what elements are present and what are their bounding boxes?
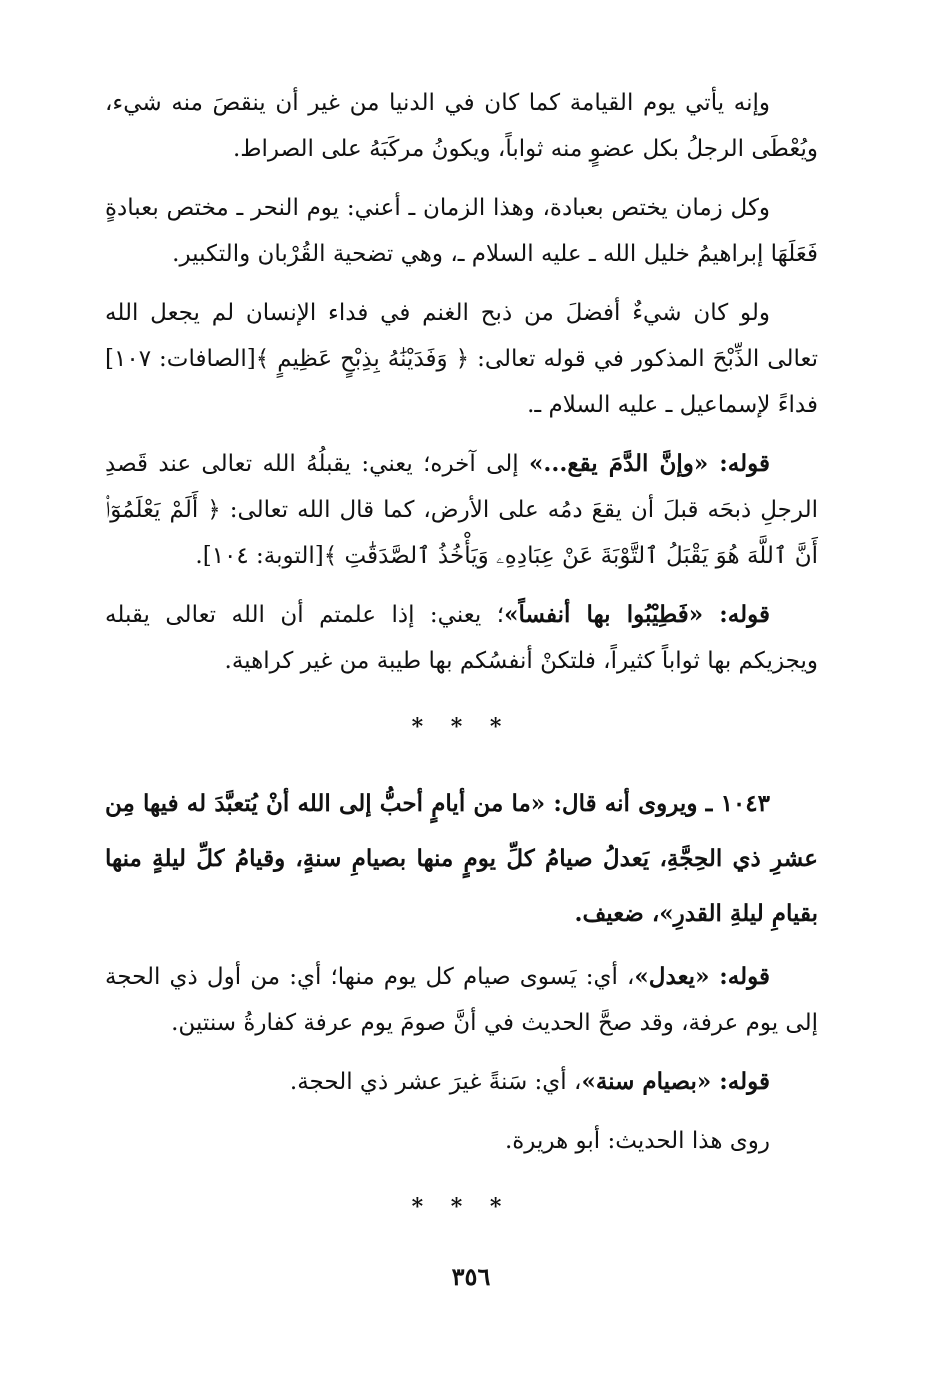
hadith-paragraph	[105, 776, 818, 941]
paragraph-2-text: وكل زمان يختص بعبادة، وهذا الزمان ـ أعني: يوم النحر ـ مختص بعبادةٍ فَعَلَهَا إبراهيمُ خليل الله ـ عليه السلام ـ، وهي تضحية القُرْبان والتكبير.	[105, 195, 818, 267]
book-page	[105, 80, 818, 1320]
paragraph-6-text: ، أي: يَسوى صيام كل يوم منها؛ أي: من أول ذي الحجة إلى يوم عرفة، وقد صحَّ الحديث في أنَّ صومَ يوم عرفة كفارةُ سنتين.	[105, 964, 818, 1036]
paragraph-3	[105, 290, 818, 428]
page-number: ٣٥٦	[451, 1262, 491, 1291]
paragraph-7-lead: قوله: «بصيام سنة»	[581, 1068, 770, 1095]
paragraph-1-text: وإنه يأتي يوم القيامة كما كان في الدنيا من غير أن ينقصَ منه شيء، ويُعْطَى الرجلُ بكل عضوٍ منه ثواباً، ويكونُ مركَبَهُ على الصراط.	[105, 90, 818, 162]
paragraph-7	[105, 1059, 818, 1105]
paragraph-4-lead: قوله: «وإنَّ الدَّمَ يقع...»	[529, 450, 770, 477]
paragraph-8-text: روى هذا الحديث: أبو هريرة.	[504, 1128, 770, 1154]
hadith-text: ١٠٤٣ ـ ويروى أنه قال: «ما من أيامٍ أحبُّ إلى الله أنْ يُتعبَّدَ له فيها مِن عشرِ ذي الحِجَّةِ، يَعدلُ صيامُ كلِّ يومٍ منها بصيامِ سنةٍ، وقيامُ كلِّ ليلةٍ منها بقيامِ ليلةِ القدرِ»، ضعيف.	[105, 790, 818, 927]
paragraph-5	[105, 592, 818, 684]
paragraph-5-text: ؛ يعني: إذا علمتم أن الله تعالى يقبله ويجزيكم بها ثواباً كثيراً، فلتكنْ أنفسُكم بها طيبة من غير كراهية.	[105, 602, 818, 674]
paragraph-8	[105, 1118, 818, 1164]
paragraph-2	[105, 185, 818, 277]
paragraph-5-lead: قوله: «فَطِيْبُوا بها أنفساً»	[504, 601, 770, 628]
section-separator-2: * * *	[411, 1194, 512, 1220]
paragraph-4-text: إلى آخره؛ يعني: يقبلُهُ الله تعالى عند قَصدِ الرجلِ ذبحَه قبلَ أن يقعَ دمُه على الأرض، كما قال الله تعالى: ﴿ أَلَمْ يَعْلَمُوٓا۟ أَنَّ ٱللَّهَ هُوَ يَقْبَلُ ٱلتَّوْبَةَ عَنْ عِبَادِهِۦ وَيَأْخُذُ ٱلصَّدَقَٰتِ ﴾[التوبة: ١٠٤].	[105, 451, 818, 569]
paragraph-4	[105, 441, 818, 579]
paragraph-3-text: ولو كان شيءٌ أفضلَ من ذبح الغنم في فداء الإنسان لم يجعل الله تعالى الذِّبْحَ المذكور في قوله تعالى: ﴿ وَفَدَيْنَٰهُ بِذِبْحٍ عَظِيمٍ ﴾[الصافات: ١٠٧] فداءً لإسماعيل ـ عليه السلام ـ.	[105, 300, 818, 418]
paragraph-6-lead: قوله: «يعدل»	[634, 963, 770, 990]
section-separator-1: * * *	[411, 714, 512, 740]
paragraph-1	[105, 80, 818, 172]
paragraph-7-text: ، أي: سَنةً غيرَ عشر ذي الحجة.	[289, 1069, 582, 1095]
paragraph-6	[105, 954, 818, 1046]
